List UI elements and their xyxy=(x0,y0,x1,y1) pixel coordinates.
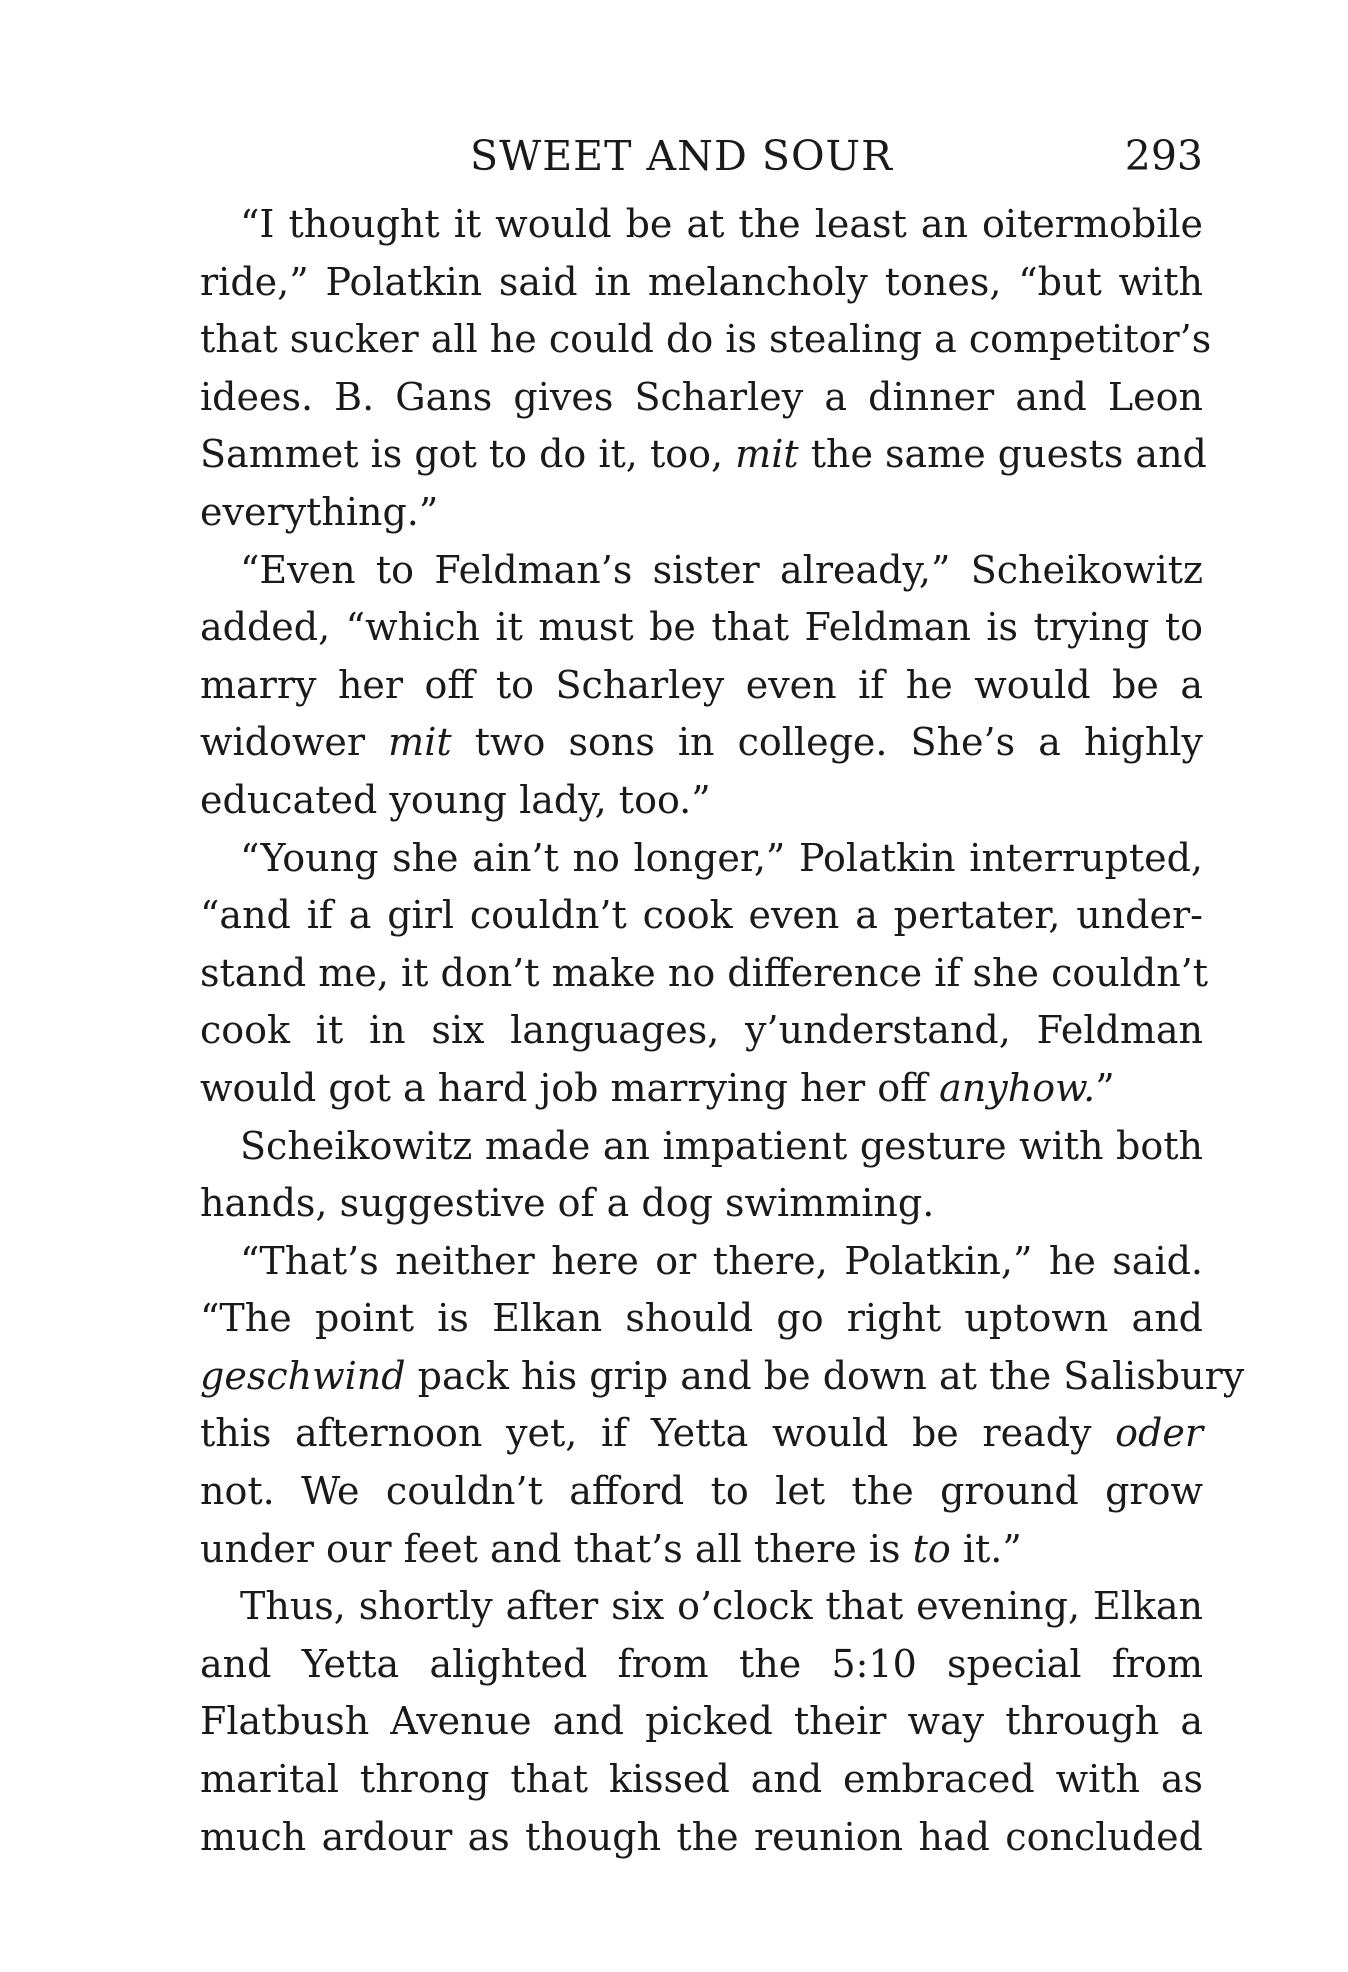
italic-text: geschwind xyxy=(200,1353,406,1398)
body-text xyxy=(160,196,1245,1866)
text-segment: “That’s neither here or there, Polatkin,” he said. xyxy=(240,1238,1203,1283)
paragraph xyxy=(160,542,1203,830)
italic-text: oder xyxy=(1115,1411,1203,1456)
text-line xyxy=(160,542,1203,600)
text-segment: educated young lady, too.” xyxy=(200,777,711,822)
text-segment: much ardour as though the reunion had concluded xyxy=(200,1814,1203,1859)
text-line xyxy=(160,714,1203,772)
text-segment: idees. B. Gans gives Scharley a dinner and Leon xyxy=(200,374,1203,419)
italic-text: to xyxy=(912,1526,951,1571)
text-line xyxy=(160,1348,1245,1406)
text-segment: everything.” xyxy=(200,489,439,534)
text-line xyxy=(160,657,1203,715)
text-segment: ” xyxy=(1095,1065,1115,1110)
text-line xyxy=(160,1002,1203,1060)
text-line xyxy=(160,1290,1203,1348)
text-line xyxy=(160,1636,1203,1694)
text-line xyxy=(160,1405,1203,1463)
text-line xyxy=(160,1175,1203,1233)
text-line xyxy=(160,1233,1203,1291)
paragraph xyxy=(160,1578,1203,1866)
text-segment: hands, suggestive of a dog swimming. xyxy=(200,1181,935,1226)
text-line xyxy=(160,1693,1203,1751)
text-segment: widower xyxy=(200,720,389,765)
text-segment: would got a hard job marrying her off xyxy=(200,1065,940,1110)
text-segment: the same guests and xyxy=(798,432,1207,477)
text-segment: “I thought it would be at the least an oitermobile xyxy=(240,202,1203,246)
text-line xyxy=(160,1118,1203,1176)
text-segment: marital throng that kissed and embraced with as xyxy=(200,1757,1203,1802)
running-head xyxy=(160,124,1203,184)
text-segment: “Young she ain’t no longer,” Polatkin interrupted, xyxy=(240,835,1203,880)
text-segment: pack his grip and be down at the Salisbury xyxy=(405,1353,1245,1398)
text-segment: “Even to Feldman’s sister already,” Scheikowitz xyxy=(240,547,1203,592)
text-line xyxy=(160,772,1203,830)
page-number: 293 xyxy=(1124,132,1203,180)
text-line xyxy=(160,311,1212,369)
text-line xyxy=(160,1809,1203,1867)
text-segment: Scheikowitz made an impatient gesture with both xyxy=(240,1123,1203,1168)
text-segment: two sons in college. She’s a highly xyxy=(451,720,1203,765)
text-line xyxy=(160,1521,1203,1579)
text-segment: Flatbush Avenue and picked their way through a xyxy=(200,1699,1203,1744)
text-line xyxy=(160,1751,1203,1809)
text-segment: added, “which it must be that Feldman is trying to xyxy=(200,605,1203,650)
italic-text: mit xyxy=(388,720,452,765)
text-segment: that sucker all he could do is stealing a competitor’s xyxy=(200,317,1212,362)
text-segment: “and if a girl couldn’t cook even a pertater, under- xyxy=(200,893,1203,938)
text-segment: ride,” Polatkin said in melancholy tones, “but with xyxy=(200,259,1203,304)
text-line xyxy=(160,1463,1203,1521)
text-line xyxy=(160,196,1203,254)
running-title: SWEET AND SOUR xyxy=(470,132,893,180)
text-line xyxy=(160,369,1203,427)
paragraph xyxy=(160,1233,1245,1579)
text-segment: Thus, shortly after six o’clock that evening, Elkan xyxy=(240,1584,1203,1629)
text-segment: not. We couldn’t afford to let the ground grow xyxy=(200,1469,1203,1514)
italic-text: mit xyxy=(735,432,799,477)
text-segment: cook it in six languages, y’understand, Feldman xyxy=(200,1008,1203,1053)
text-segment: it.” xyxy=(950,1526,1022,1571)
text-line xyxy=(160,254,1203,312)
text-line xyxy=(160,1060,1203,1118)
text-line xyxy=(160,426,1207,484)
paragraph xyxy=(160,830,1209,1118)
text-line xyxy=(160,887,1203,945)
text-segment: this afternoon yet, if Yetta would be ready xyxy=(200,1411,1116,1456)
text-segment: “The point is Elkan should go right uptown and xyxy=(200,1296,1203,1341)
text-line xyxy=(160,945,1209,1003)
text-line xyxy=(160,830,1203,888)
text-segment: and Yetta alighted from the 5:10 special from xyxy=(200,1641,1203,1686)
text-line xyxy=(160,599,1203,657)
paragraph xyxy=(160,196,1212,542)
text-segment: stand me, it don’t make no difference if she couldn’t xyxy=(200,950,1209,995)
paragraph xyxy=(160,1118,1203,1233)
italic-text: anyhow. xyxy=(939,1065,1096,1110)
text-line xyxy=(160,1578,1203,1636)
text-segment: Sammet is got to do it, too, xyxy=(200,432,736,477)
text-segment: marry her off to Scharley even if he would be a xyxy=(200,662,1203,707)
text-line xyxy=(160,484,1203,542)
text-segment: under our feet and that’s all there is xyxy=(200,1526,913,1571)
